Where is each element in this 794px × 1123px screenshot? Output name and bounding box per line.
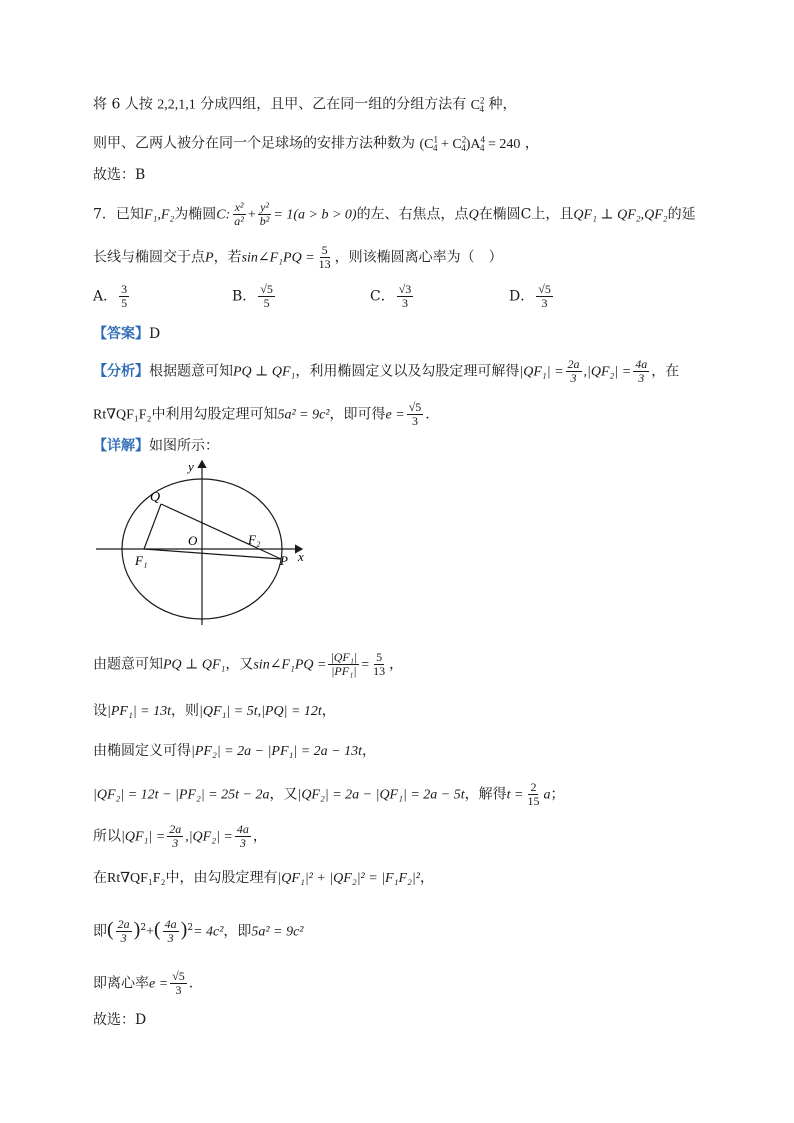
solution-line-6 bbox=[93, 868, 434, 889]
text-segment: ，利用椭圆定义以及勾股定理可解得 bbox=[295, 363, 520, 380]
fraction: $\frac{√5}{3}$ bbox=[172, 969, 185, 997]
text-segment: 即 bbox=[93, 923, 107, 940]
text-segment: ，在 bbox=[651, 363, 680, 380]
text-segment: 已知 bbox=[115, 206, 144, 223]
math-segment: + bbox=[247, 207, 256, 223]
text-segment: 种， bbox=[488, 96, 517, 113]
text-segment: ，若 bbox=[213, 249, 242, 266]
text-segment: ， bbox=[362, 743, 377, 759]
math-segment: |QF₂| = 2a − |QF₁| = 2a − 5t bbox=[297, 787, 465, 803]
text-segment: ，则该椭圆离心率为（ ） bbox=[334, 249, 503, 266]
text-segment: ，解得 bbox=[464, 786, 507, 803]
text-segment: ； bbox=[550, 786, 565, 803]
math-segment: C: bbox=[216, 207, 231, 223]
math-segment: |QF₁| = bbox=[519, 364, 564, 380]
math-segment: a bbox=[543, 787, 551, 803]
math-segment: Q bbox=[468, 207, 479, 223]
option-c: C． $\frac{√3}{3}$ bbox=[370, 282, 412, 310]
ellipse-figure bbox=[90, 455, 320, 630]
analysis-line-1 bbox=[93, 358, 679, 385]
solution-line-2 bbox=[93, 701, 336, 722]
math-segment: = 4c² bbox=[193, 924, 224, 940]
math-segment: PQ ⊥ QF₁ bbox=[163, 657, 226, 673]
math-segment: PQ ⊥ QF₁ bbox=[233, 364, 296, 380]
fraction: $\frac{4a}{3}$ bbox=[635, 357, 648, 385]
fraction: $\frac{\text{x²}}{\text{a²}}$ bbox=[234, 200, 244, 228]
text-segment: ，又 bbox=[269, 786, 298, 803]
solution-line-7: 即( $\frac{2a}{3}$ )$^2$+( $\frac{4a}{3}$ )$^2$= 4c²，即5a² = 9c² bbox=[93, 917, 304, 946]
option-b: B． $\frac{√5}{5}$ bbox=[232, 282, 273, 310]
math-segment: ,|QF₂| = bbox=[583, 364, 632, 380]
text-segment: 如图所示： bbox=[149, 438, 219, 454]
math-segment: |QF₁| = 5t,|PQ| = 12t bbox=[199, 704, 322, 719]
solution-line-3 bbox=[93, 741, 376, 762]
question-line-1 bbox=[93, 201, 696, 228]
segment-qf1 bbox=[144, 504, 161, 549]
fraction: $\frac{√5}{3}$ bbox=[408, 400, 422, 428]
text-segment: 在椭圆C上，且 bbox=[478, 206, 574, 223]
text-segment: 长线与椭圆交于点 bbox=[93, 249, 205, 266]
analysis-line-2 bbox=[93, 401, 430, 428]
text-segment: ， bbox=[252, 828, 267, 845]
math-segment: sin∠F₁PQ = bbox=[241, 250, 315, 266]
math-segment: + bbox=[146, 924, 154, 940]
math-segment: |QF₂| = 12t − |PF₂| = 25t − 2a bbox=[93, 787, 270, 803]
answer-line bbox=[93, 324, 160, 344]
text-segment: ， bbox=[524, 135, 539, 152]
fraction: $\frac{\text{y²}}{\text{b²}}$ bbox=[259, 200, 270, 228]
text-segment: 根据题意可知 bbox=[149, 363, 233, 380]
solution-line-4 bbox=[93, 781, 564, 808]
text-line-grouping bbox=[93, 90, 516, 119]
text-segment: ， bbox=[389, 656, 404, 673]
text-segment: 将 6 人按 bbox=[93, 96, 153, 113]
fraction: $\frac{4a}{3}$ bbox=[164, 917, 177, 946]
fraction: $\frac{\text{|QF₁|}}{\text{|PF₁|}}$ bbox=[330, 650, 358, 678]
text-segment: ， bbox=[321, 703, 336, 719]
math-segment: = bbox=[361, 657, 370, 673]
text-segment: ，即可得 bbox=[329, 406, 386, 423]
math-segment: QF₁ ⊥ QF₂,QF₂ bbox=[573, 207, 668, 223]
math-segment: Rt∇QF₁F₂ bbox=[93, 407, 152, 423]
text-segment: . bbox=[188, 975, 194, 992]
option-d: D． $\frac{√5}{3}$ bbox=[509, 282, 551, 310]
math-segment: ,|QF₂| = bbox=[185, 829, 233, 845]
text-segment: 的左、右焦点，点 bbox=[356, 206, 469, 223]
fraction: $\frac{4a}{3}$ bbox=[236, 822, 249, 850]
fraction: $\frac{2a}{3}$ bbox=[117, 917, 130, 946]
detail-line bbox=[93, 436, 219, 456]
text-segment: ，又 bbox=[225, 656, 254, 673]
text-segment: 设 bbox=[93, 703, 107, 719]
text-segment: ，即 bbox=[223, 923, 252, 940]
option-a: A． $\frac{3}{5}$ bbox=[93, 282, 128, 310]
text-segment: 分成四组，且甲、乙在同一组的分组方法有 bbox=[200, 96, 467, 113]
math-segment: |PF₁| = 13t bbox=[107, 704, 172, 719]
fraction: $\frac{2a}{3}$ bbox=[567, 357, 580, 385]
label-o: O bbox=[188, 533, 198, 548]
label-p: P bbox=[280, 553, 288, 568]
math-segment: t = bbox=[506, 787, 524, 803]
math-segment: e = bbox=[385, 407, 405, 423]
solution-line-1 bbox=[93, 651, 403, 678]
math-segment: 2,2,1,1 bbox=[157, 97, 196, 113]
label-f1: F₁ bbox=[135, 553, 148, 568]
solution-final-choice: 故选：D bbox=[93, 1012, 147, 1028]
math-segment: 5a² = 9c² bbox=[277, 407, 330, 423]
fraction: $\frac{2a}{3}$ bbox=[169, 822, 182, 850]
text-segment: 则甲、乙两人被分在同一个足球场的安排方法种数为 bbox=[93, 135, 415, 152]
text-segment: 由椭圆定义可得 bbox=[93, 743, 191, 759]
text-segment: ，则 bbox=[171, 703, 200, 719]
detail-tag: 【详解】 bbox=[93, 438, 149, 454]
math-segment: 5a² = 9c² bbox=[251, 924, 304, 940]
math-segment: sin∠F₁PQ = bbox=[253, 657, 327, 673]
solution-line-5 bbox=[93, 823, 267, 850]
fraction: $\frac{5}{13}$ bbox=[318, 243, 331, 271]
text-line-choice-b: 故选：B bbox=[93, 167, 146, 183]
segment-f1p bbox=[144, 549, 281, 559]
label-q: Q bbox=[150, 490, 161, 505]
label-f2: F₂ bbox=[248, 532, 261, 547]
label-x: x bbox=[298, 549, 304, 564]
analysis-tag: 【分析】 bbox=[93, 363, 149, 380]
math-segment: F₁,F₂ bbox=[143, 207, 175, 223]
math-segment: |QF₁| = bbox=[121, 829, 166, 845]
math-segment: |PF₂| = 2a − |PF₁| = 2a − 13t bbox=[191, 744, 363, 759]
answer-tag: 【答案】 bbox=[93, 326, 149, 342]
answer-value: D bbox=[149, 326, 161, 342]
text-segment: 中，由勾股定理有 bbox=[165, 870, 278, 886]
math-segment: Rt∇QF₁F₂ bbox=[107, 871, 166, 886]
text-line-arrangement bbox=[93, 129, 539, 158]
solution-line-8 bbox=[93, 970, 193, 997]
question-line-2 bbox=[93, 244, 503, 271]
text-segment: 即离心率 bbox=[93, 975, 149, 992]
label-y: y bbox=[188, 459, 194, 474]
text-segment: 中利用勾股定理可知 bbox=[151, 406, 278, 423]
arrangement-expr: $(C^1_4 + C^2_4)A^4_4 = 240$ bbox=[419, 134, 521, 154]
text-segment: 的延 bbox=[667, 206, 696, 223]
math-segment: = 1(a > b > 0) bbox=[273, 207, 357, 223]
text-segment: 由题意可知 bbox=[93, 656, 163, 673]
fraction: $\frac{2}{15}$ bbox=[527, 780, 540, 808]
math-segment: |QF₁|² + |QF₂|² = |F₁F₂|² bbox=[277, 871, 420, 886]
text-segment: . bbox=[425, 406, 430, 423]
text-segment: ， bbox=[419, 870, 434, 886]
fraction: $\frac{5}{13}$ bbox=[373, 650, 386, 678]
question-number: 7． bbox=[93, 206, 116, 223]
text-segment: 在 bbox=[93, 870, 107, 886]
combination-expr: $C^2_4$ bbox=[470, 95, 485, 115]
segment-qp bbox=[161, 504, 281, 559]
math-segment: e = bbox=[149, 976, 169, 992]
text-segment: 为椭圆 bbox=[174, 206, 217, 223]
math-segment: P bbox=[205, 250, 214, 266]
text-segment: 所以 bbox=[93, 828, 121, 845]
